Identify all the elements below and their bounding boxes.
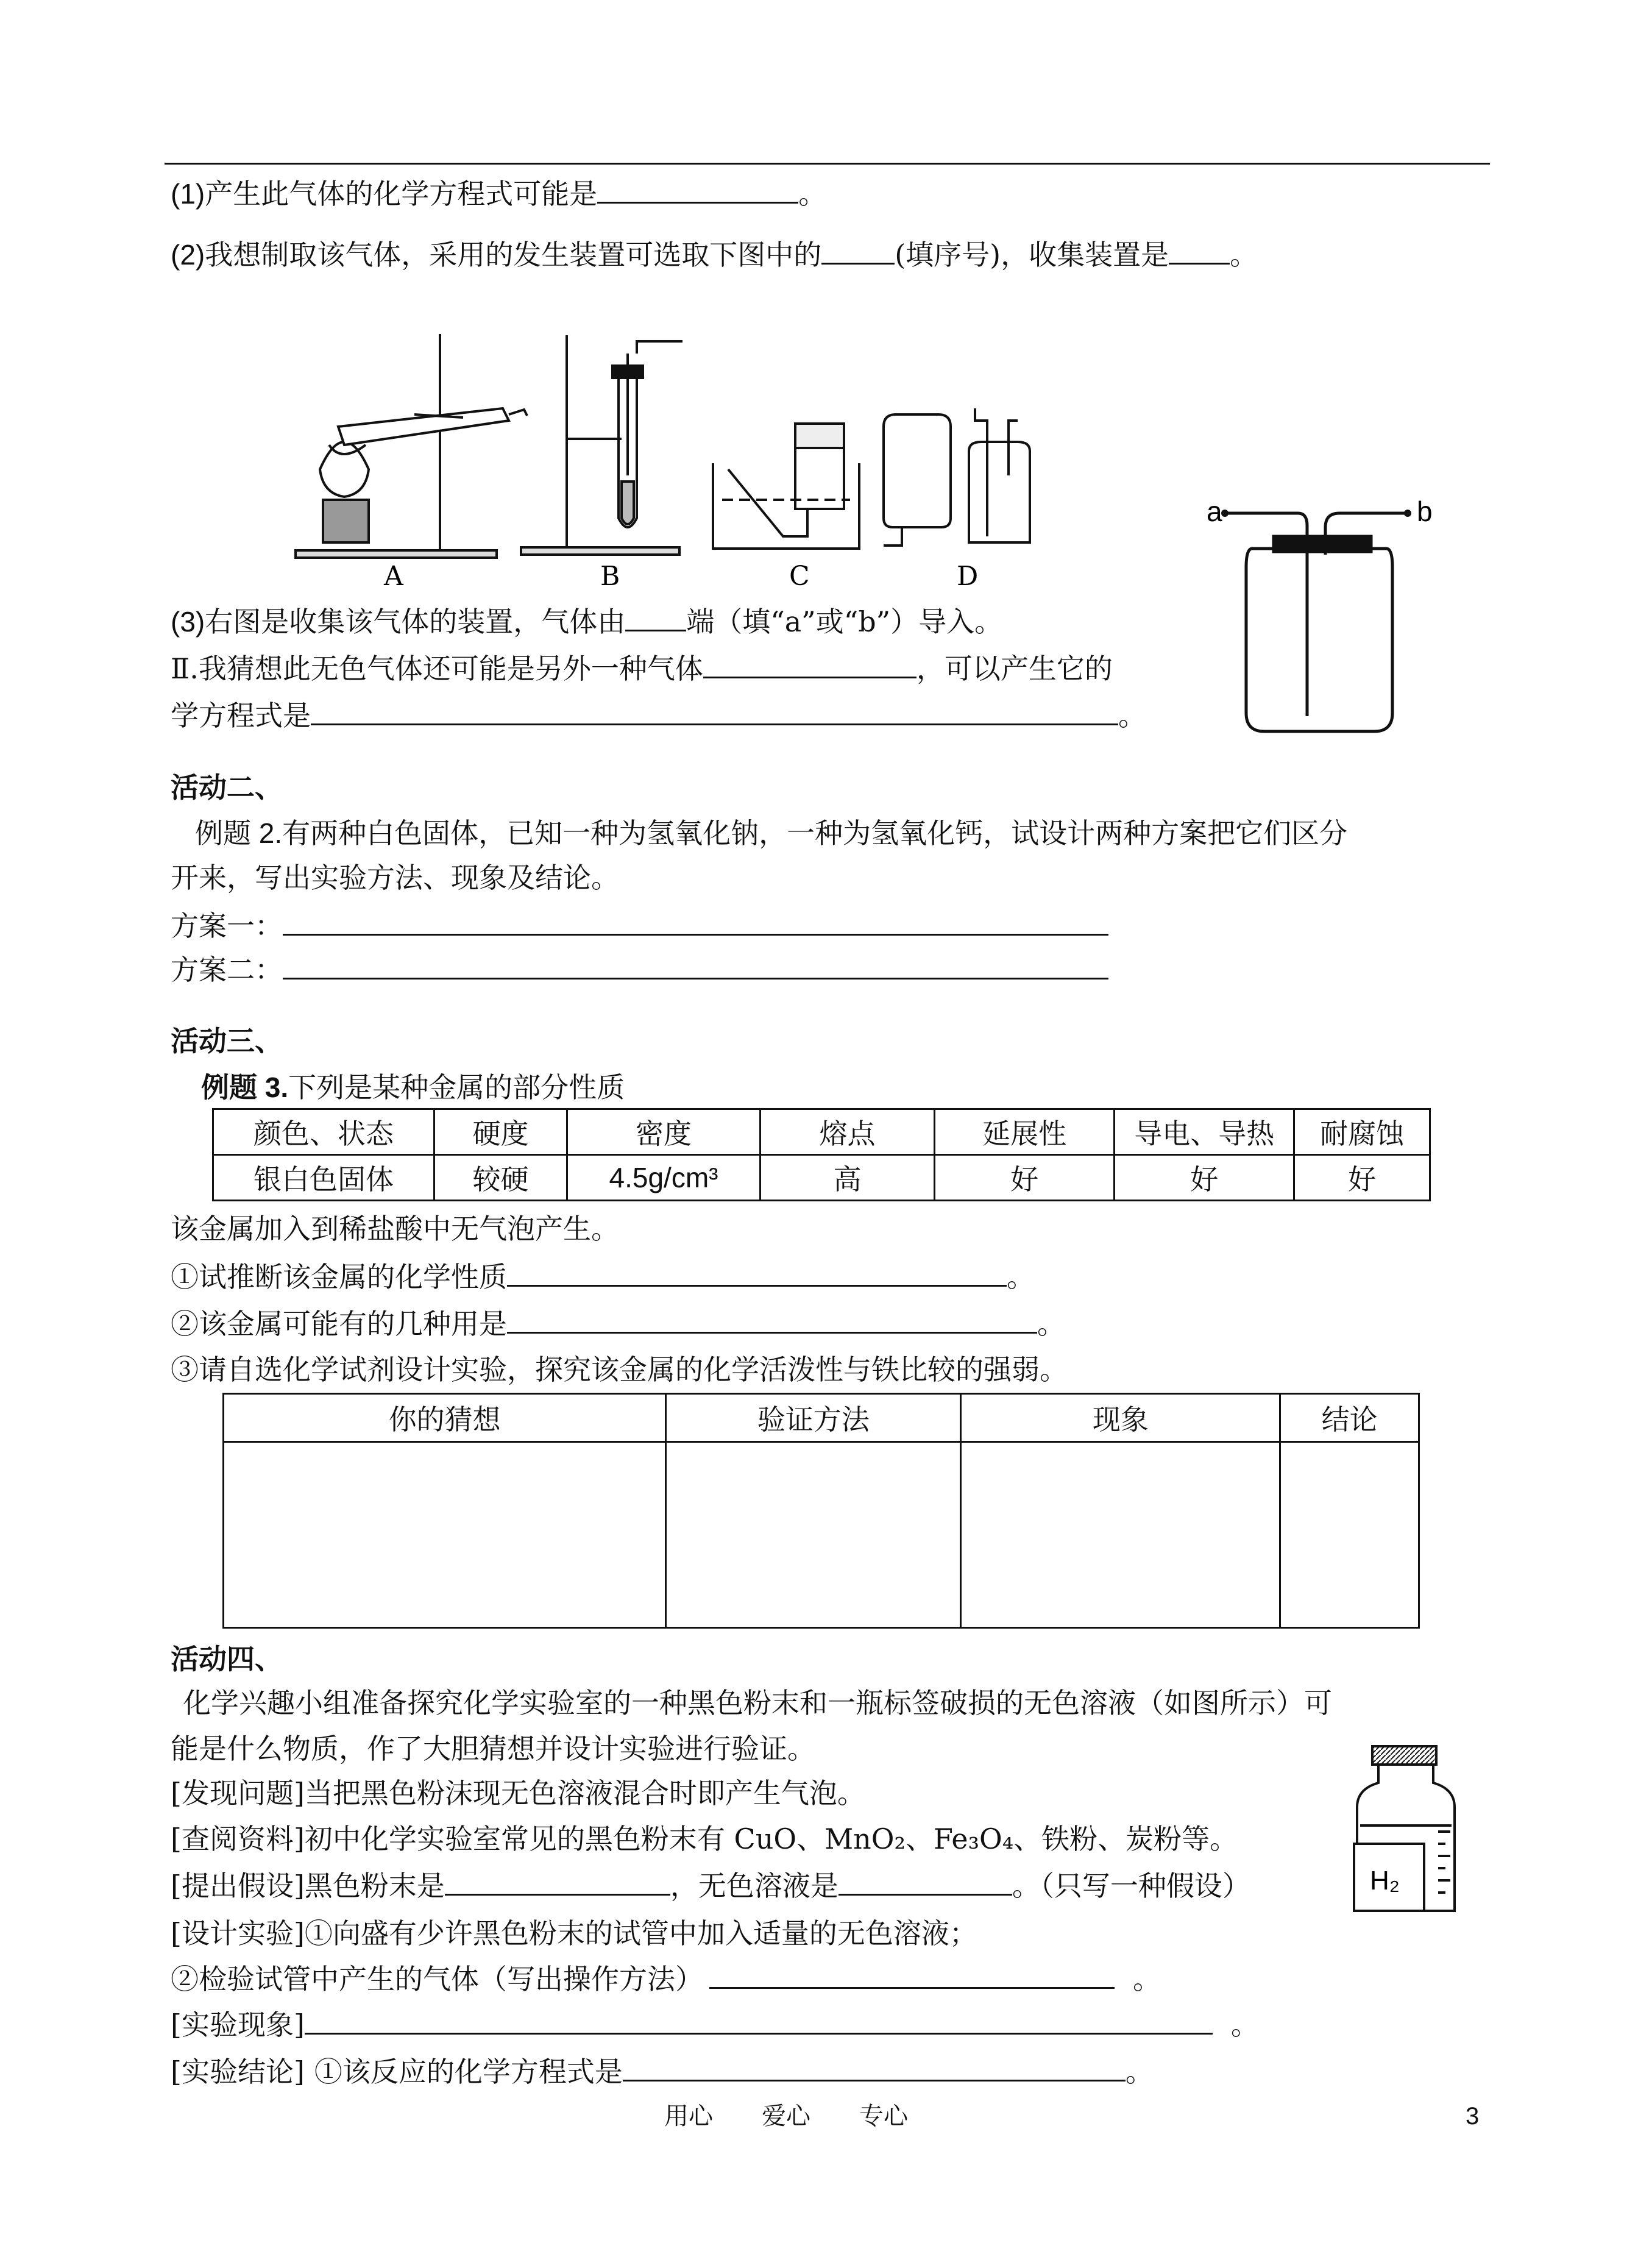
bottle-end-b: b xyxy=(1417,496,1433,527)
table-row xyxy=(224,1442,1419,1628)
bottle-label-h2: H₂ xyxy=(1370,1866,1400,1896)
answer-blank[interactable] xyxy=(623,2053,1126,2081)
example-2: 例题 2.有两种白色固体，已知一种为氢氧化钠，一种为氢氧化钙，试设计两种方案把它们区分 xyxy=(195,817,1348,850)
table-header-row: 你的猜想 验证方法 现象 结论 xyxy=(224,1394,1419,1442)
label-c: C xyxy=(789,561,810,592)
answer-blank[interactable] xyxy=(703,650,916,678)
apparatus-figure xyxy=(280,317,1146,597)
plan-2: 方案二： xyxy=(171,950,1108,989)
collection-bottle-figure xyxy=(1207,475,1438,744)
activity-4-intro: 化学兴趣小组准备探究化学实验室的一种黑色粉末和一瓶标签破损的无色溶液（如图所示）可 xyxy=(183,1687,1332,1719)
activity-4-title: 活动四、 xyxy=(171,1643,283,1676)
header-rule xyxy=(165,163,1490,165)
answer-blank[interactable] xyxy=(838,1867,1012,1896)
observation: [实验现象] 。 xyxy=(171,2005,1259,2044)
answer-blank[interactable] xyxy=(305,2006,1213,2035)
table-cell[interactable] xyxy=(961,1442,1280,1628)
question-1: (1)产生此气体的化学方程式可能是 。 xyxy=(171,174,826,213)
experiment-design-table xyxy=(222,1393,1420,1629)
answer-blank[interactable] xyxy=(311,697,1118,725)
reagent-bottle-figure xyxy=(1347,1740,1469,1923)
design-experiment-2: ②检验试管中产生的气体（写出操作方法） 。 xyxy=(171,1960,1161,1999)
page-number: 3 xyxy=(1466,2103,1480,2130)
answer-blank[interactable] xyxy=(283,951,1108,979)
subquestion-2: ②该金属可能有的几种用是 。 xyxy=(171,1304,1065,1343)
metal-note: 该金属加入到稀盐酸中无气泡产生。 xyxy=(171,1212,619,1245)
table-cell[interactable] xyxy=(1280,1442,1419,1628)
bottle-end-a: a xyxy=(1207,496,1222,527)
answer-blank[interactable] xyxy=(507,1258,1007,1287)
answer-blank[interactable] xyxy=(625,603,686,631)
answer-blank[interactable] xyxy=(283,907,1108,936)
label-d: D xyxy=(957,561,979,592)
reference: [查阅资料]初中化学实验室常见的黑色粉末有 CuO、MnO₂、Fe₃O₄、铁粉、炭粉等。 xyxy=(171,1822,1238,1855)
metal-properties-table xyxy=(212,1108,1431,1201)
find-problem: [发现问题]当把黑色粉沫现无色溶液混合时即产生气泡。 xyxy=(171,1777,865,1810)
activity-3-title: 活动三、 xyxy=(171,1025,283,1058)
answer-blank[interactable] xyxy=(445,1867,670,1896)
example-3: 例题 3.下列是某种金属的部分性质 xyxy=(201,1071,625,1104)
label-a: A xyxy=(384,561,403,592)
subquestion-1: ①试推断该金属的化学性质 。 xyxy=(171,1257,1035,1296)
plan-1: 方案一： xyxy=(171,906,1108,945)
answer-blank[interactable] xyxy=(1169,236,1230,265)
table-row: 银白色固体 较硬 4.5g/cm³ 高 好 好 好 xyxy=(213,1155,1430,1201)
answer-blank[interactable] xyxy=(709,1960,1115,1989)
hypothesis: [提出假设]黑色粉末是 ，无色溶液是 。（只写一种假设） xyxy=(171,1866,1250,1905)
answer-blank[interactable] xyxy=(507,1305,1037,1334)
answer-blank[interactable] xyxy=(597,175,798,204)
table-header-row: 颜色、状态 硬度 密度 熔点 延展性 导电、导热 耐腐蚀 xyxy=(213,1109,1430,1155)
label-b: B xyxy=(600,561,620,592)
subquestion-3: ③请自选化学试剂设计实验，探究该金属的化学活泼性与铁比较的强弱。 xyxy=(171,1353,1068,1386)
activity-4-intro-2: 能是什么物质，作了大胆猜想并设计实验进行验证。 xyxy=(171,1732,815,1765)
table-cell[interactable] xyxy=(666,1442,961,1628)
conclusion: [实验结论] ①该反应的化学方程式是 。 xyxy=(171,2052,1154,2091)
question-ii: Ⅱ.我猜想此无色气体还可能是另外一种气体 ，可以产生它的 xyxy=(171,649,1113,688)
question-ii-line2: 学方程式是 。 xyxy=(171,696,1146,735)
table-cell[interactable] xyxy=(224,1442,666,1628)
activity-2-title: 活动二、 xyxy=(171,771,283,804)
design-experiment: [设计实验]①向盛有少许黑色粉末的试管中加入适量的无色溶液； xyxy=(171,1917,977,1950)
question-3: (3)右图是收集该气体的装置，气体由 端（填“a”或“b”）导入。 xyxy=(171,602,1002,641)
question-2: (2)我想制取该气体，采用的发生装置可选取下图中的 (填序号)，收集装置是 。 xyxy=(171,235,1258,274)
answer-blank[interactable] xyxy=(821,236,895,265)
example-2-line2: 开来，写出实验方法、现象及结论。 xyxy=(171,861,619,894)
question-number: (1) xyxy=(171,178,205,210)
footer-motto: 用心 爱心 专心 xyxy=(664,2102,908,2130)
